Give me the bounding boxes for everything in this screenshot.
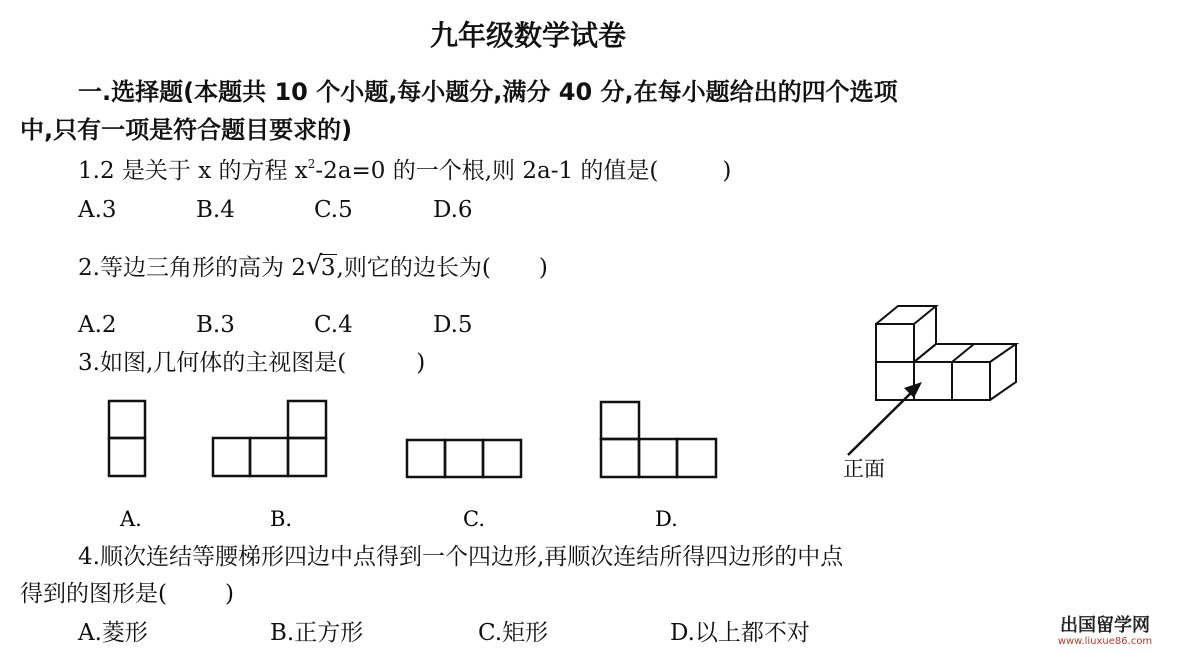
front-direction-arrow (848, 386, 918, 455)
page-title: 九年级数学试卷 (430, 19, 627, 52)
watermark-url: www.liuxue86.com (1057, 636, 1153, 647)
section-heading-line1: 一.选择题(本题共 10 个小题,每小题分,满分 40 分,在每小题给出的四个选项 (78, 78, 898, 106)
figure-label-c: C. (463, 507, 485, 531)
question-4-option-d[interactable]: D.以上都不对 (670, 620, 810, 646)
question-4-option-a[interactable]: A.菱形 (78, 620, 148, 646)
figure-label-b: B. (270, 507, 293, 531)
question-1-option-c[interactable]: C.5 (314, 197, 353, 223)
question-3-close-paren: ) (416, 350, 426, 376)
question-2-close-paren: ) (538, 255, 548, 281)
figure-option-d[interactable] (601, 402, 716, 477)
question-4-line1: 4.顺次连结等腰梯形四边中点得到一个四边形,再顺次连结所得四边形的中点 (78, 544, 844, 570)
question-2-option-c[interactable]: C.4 (314, 312, 353, 338)
question-4-option-b[interactable]: B.正方形 (270, 620, 364, 646)
question-2-suffix: ,则它的边长为( (336, 255, 491, 281)
question-1-option-a[interactable]: A.3 (78, 197, 117, 223)
front-label: 正面 (843, 457, 885, 481)
watermark-cn: 出国留学网 (1060, 615, 1150, 636)
question-1-option-b[interactable]: B.4 (196, 197, 235, 223)
figure-option-c[interactable] (407, 440, 521, 477)
section-heading-line2: 中,只有一项是符合题目要求的) (20, 116, 353, 144)
radicand: 3 (320, 255, 336, 281)
solid-figure (876, 306, 1016, 400)
question-2-option-b[interactable]: B.3 (196, 312, 235, 338)
question-2-option-a[interactable]: A.2 (78, 312, 117, 338)
question-1-close-paren: ) (722, 158, 732, 184)
figure-label-a: A. (120, 507, 142, 531)
radical-sign: √ (305, 251, 323, 281)
question-1-suffix: -2a=0 的一个根,则 2a-1 的值是( (315, 158, 659, 184)
question-1-prefix: 1.2 是关于 x 的方程 x (78, 158, 308, 184)
question-3-text: 3.如图,几何体的主视图是( (78, 350, 347, 376)
question-2-option-d[interactable]: D.5 (433, 312, 473, 338)
question-4-option-c[interactable]: C.矩形 (478, 620, 549, 646)
figure-label-d: D. (655, 507, 678, 531)
question-4-close-paren: ) (224, 581, 234, 607)
watermark-logo (1050, 617, 1160, 647)
figure-option-a[interactable] (109, 401, 145, 476)
question-4-prefix: 得到的图形是( (20, 581, 167, 607)
figure-option-b[interactable] (213, 401, 326, 476)
question-2-prefix: 2.等边三角形的高为 2 (78, 255, 306, 281)
question-4-line2 (20, 583, 234, 606)
question-1-option-d[interactable]: D.6 (433, 197, 473, 223)
question-1-exponent: 2 (307, 157, 316, 171)
